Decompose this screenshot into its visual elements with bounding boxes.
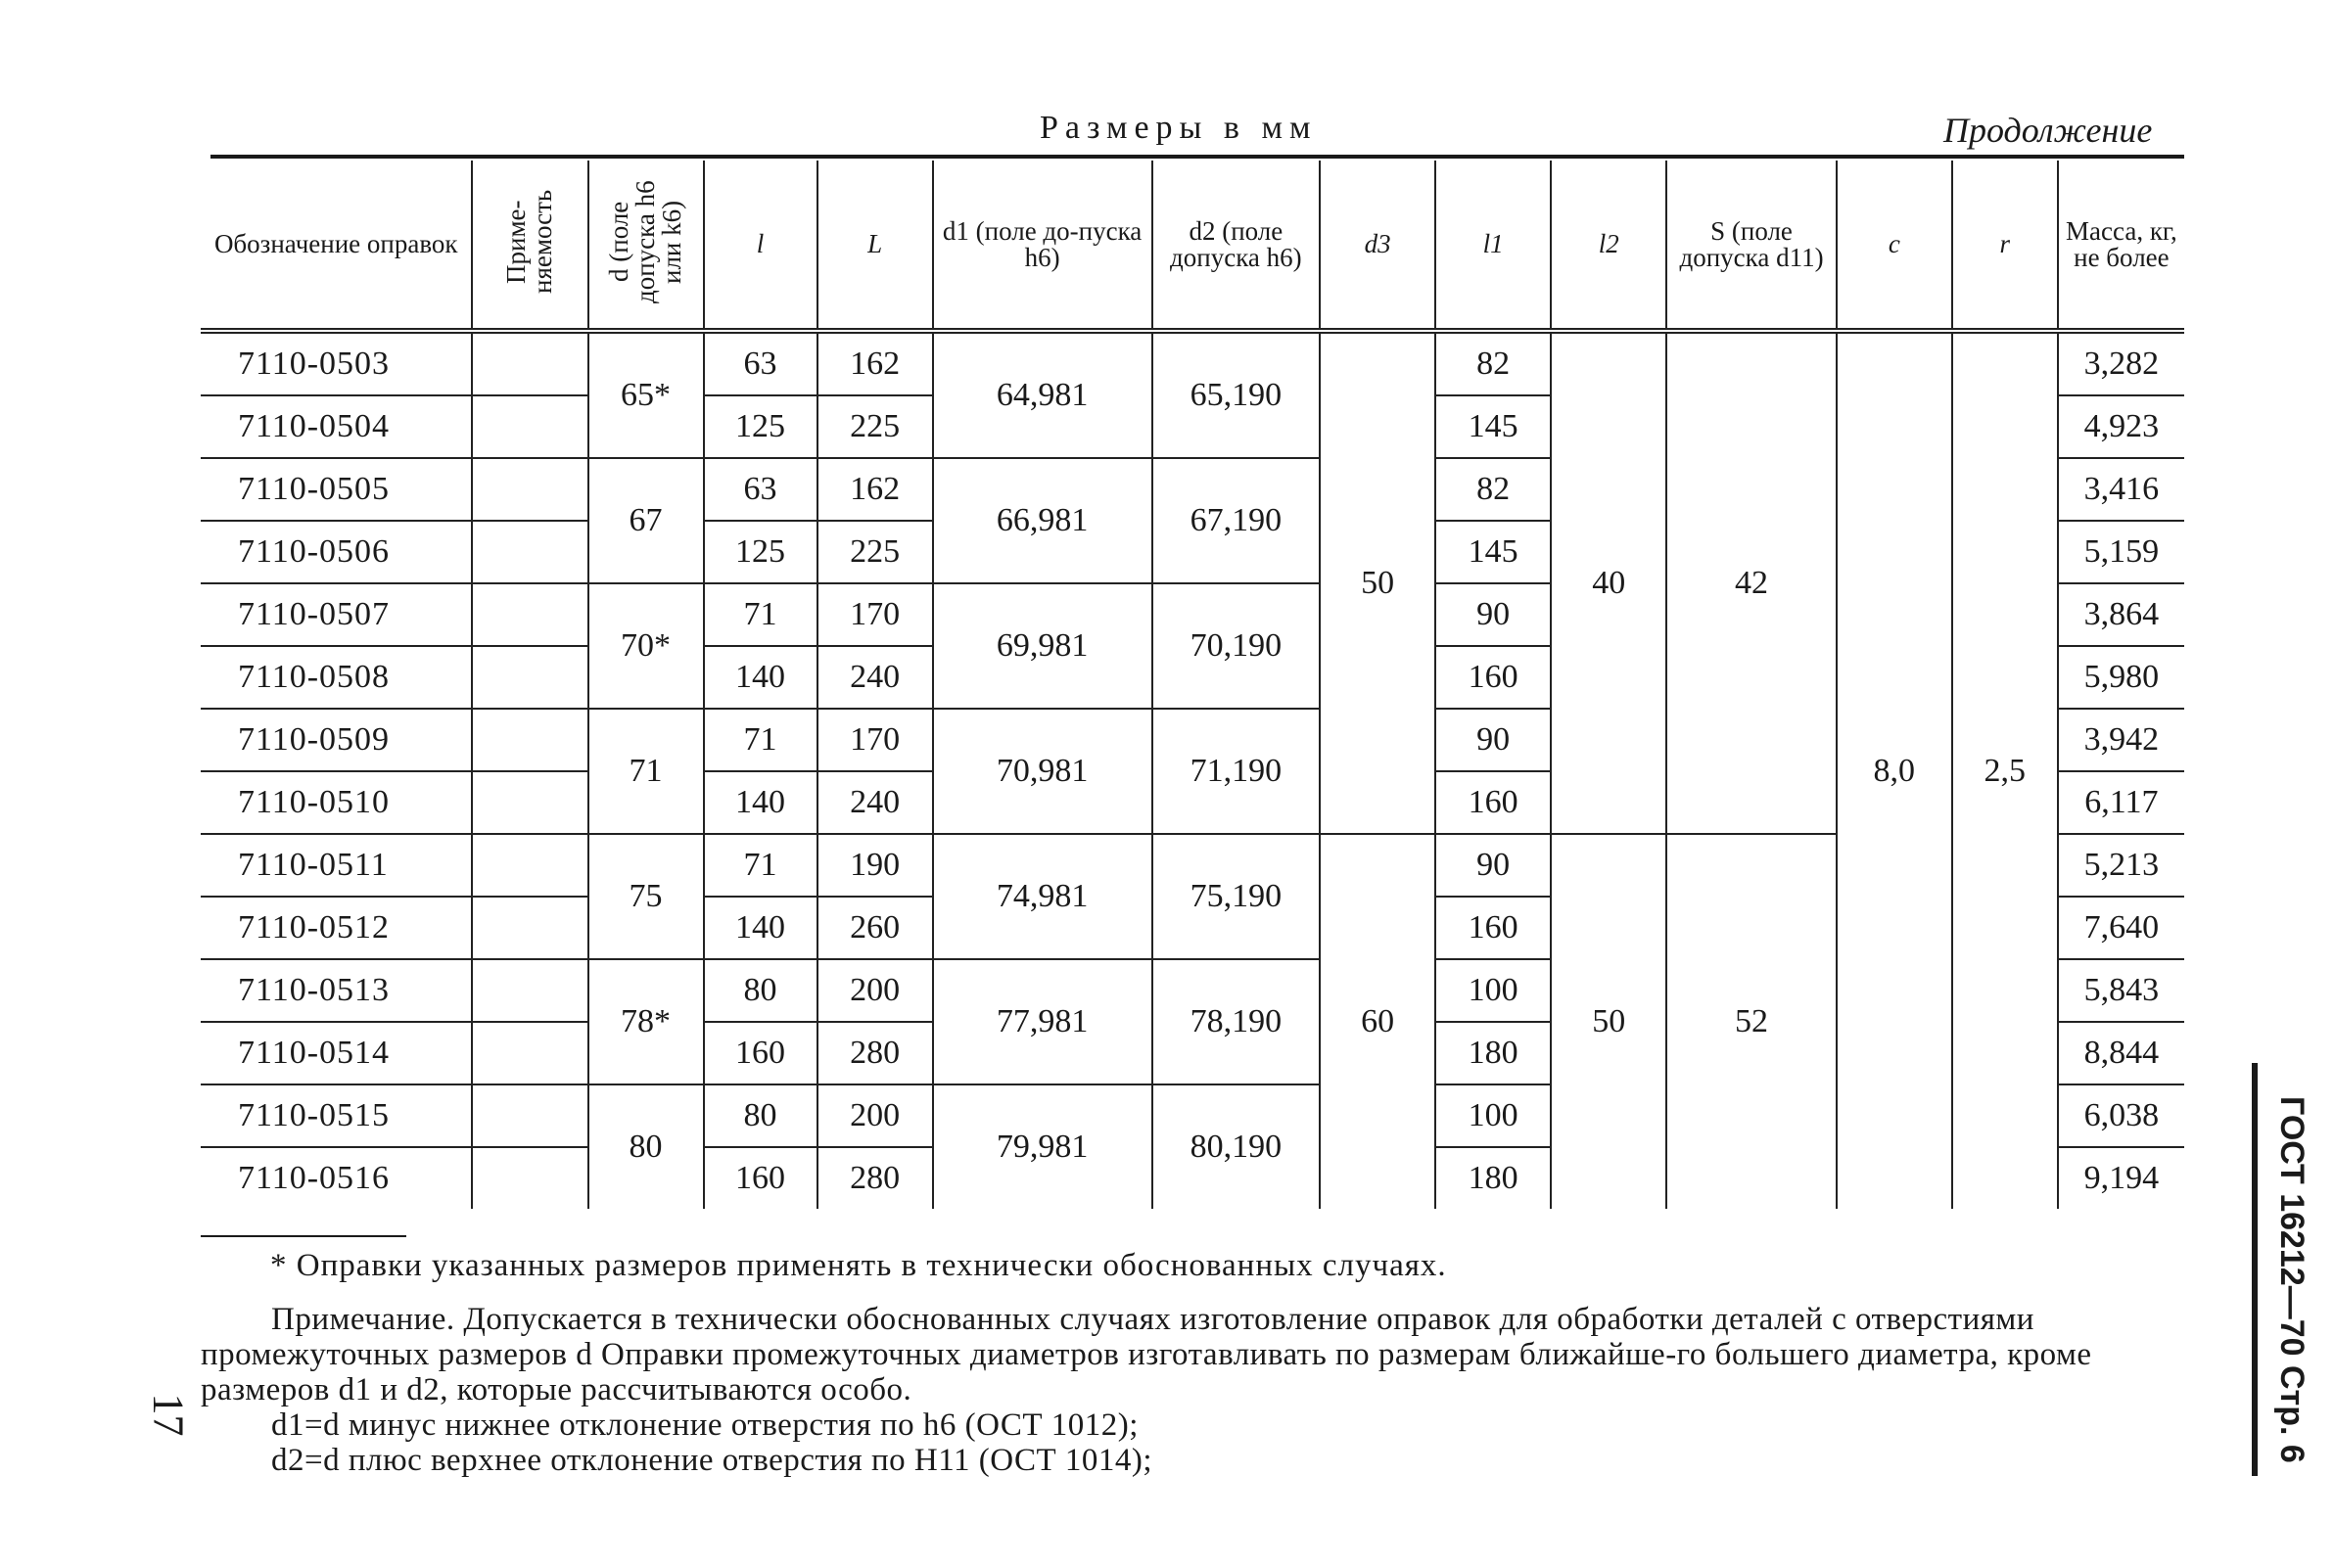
designation-cell: 7110-0508 [201, 646, 472, 709]
designation-cell: 7110-0504 [201, 395, 472, 458]
d1-cell: 77,981 [933, 959, 1152, 1084]
col-S: S (поле допуска d11) [1666, 161, 1837, 331]
l-cell: 71 [704, 709, 817, 771]
c-cell: 8,0 [1837, 331, 1952, 1209]
dimensions-table [201, 161, 2184, 1209]
mass-cell: 9,194 [2058, 1147, 2184, 1209]
l-cell: 71 [704, 834, 817, 897]
S-cell: 42 [1666, 331, 1837, 834]
l2-cell: 50 [1551, 834, 1666, 1209]
designation-cell: 7110-0506 [201, 521, 472, 583]
top-rule [210, 155, 2184, 159]
note-d1-formula: d1=d минус нижнее отклонение отверстия по h6 (ОСТ 1012); [271, 1407, 1139, 1443]
d-cell: 65* [588, 331, 704, 458]
designation-cell: 7110-0516 [238, 1160, 391, 1196]
mass-cell: 3,282 [2058, 331, 2184, 395]
applicability-cell [472, 959, 587, 1022]
applicability-cell [472, 771, 587, 834]
continuation-label: Продолжение [1943, 111, 2153, 150]
mass-cell: 5,980 [2058, 646, 2184, 709]
mass-cell: 5,159 [2058, 521, 2184, 583]
d1-cell: 79,981 [933, 1084, 1152, 1209]
l1-cell: 145 [1435, 521, 1551, 583]
L-cell: 170 [817, 583, 933, 646]
l-cell: 71 [704, 583, 817, 646]
applicability-cell [472, 458, 587, 521]
l-cell: 140 [704, 771, 817, 834]
designation-cell: 7110-0512 [201, 897, 472, 959]
l1-cell: 82 [1435, 331, 1551, 395]
note-block [201, 1302, 2169, 1478]
l1-cell: 145 [1435, 395, 1551, 458]
L-cell: 225 [817, 521, 933, 583]
col-applicability: Приме-няемость [472, 161, 587, 331]
l-cell: 160 [704, 1022, 817, 1084]
L-cell: 200 [817, 959, 933, 1022]
mass-cell: 6,117 [2058, 771, 2184, 834]
note-d2-formula: d2=d плюс верхнее отклонение отверстия по H11 (ОСТ 1014); [271, 1443, 1153, 1478]
l1-cell: 180 [1435, 1022, 1551, 1084]
l-cell: 80 [704, 1084, 817, 1147]
page-number: 17 [144, 1393, 193, 1437]
l-cell: 125 [704, 521, 817, 583]
col-L: L [817, 161, 933, 331]
table-header-row [201, 161, 2184, 331]
l1-cell: 100 [1435, 1084, 1551, 1147]
d1-cell: 66,981 [933, 458, 1152, 583]
col-l2: l2 [1551, 161, 1666, 331]
col-d: d (поле допуска h6 или k6) [588, 161, 704, 331]
d2-cell: 71,190 [1152, 709, 1321, 834]
applicability-cell [472, 897, 587, 959]
col-mass: Масса, кг, не более [2058, 161, 2184, 331]
applicability-cell [472, 709, 587, 771]
designation-cell: 7110-0514 [201, 1022, 472, 1084]
L-cell: 240 [817, 771, 933, 834]
L-cell: 240 [817, 646, 933, 709]
r-cell: 2,5 [1952, 331, 2058, 1209]
d2-cell: 70,190 [1152, 583, 1321, 709]
l1-cell: 90 [1435, 583, 1551, 646]
l1-cell: 180 [1435, 1147, 1551, 1209]
applicability-cell [472, 331, 587, 395]
L-cell: 200 [817, 1084, 933, 1147]
d2-cell: 78,190 [1152, 959, 1321, 1084]
d1-cell: 74,981 [933, 834, 1152, 959]
L-cell: 260 [817, 897, 933, 959]
mass-cell: 5,843 [2058, 959, 2184, 1022]
applicability-cell [472, 395, 587, 458]
mass-cell: 5,213 [2058, 834, 2184, 897]
L-cell: 170 [817, 709, 933, 771]
d2-cell: 65,190 [1152, 331, 1321, 458]
note-paragraph: Примечание. Допускается в технически обоснованных случаях изготовление оправок для обработки деталей с отверстиями промежуточных размеров d Оправки промежуточных диаметров изготавливать по размерам ближайше-го большего диаметра, кроме размеров d1 и d2, которые рассчитываются особо. [201, 1302, 2092, 1407]
l-cell: 140 [704, 646, 817, 709]
footnote: * Оправки указанных размеров применять в технически обоснованных случаях. [270, 1248, 1447, 1283]
l-cell: 125 [704, 395, 817, 458]
designation-cell: 7110-0505 [201, 458, 472, 521]
d3-cell: 60 [1320, 834, 1435, 1209]
l1-cell: 160 [1435, 646, 1551, 709]
designation-cell: 7110-0509 [201, 709, 472, 771]
mass-cell: 6,038 [2058, 1084, 2184, 1147]
mass-cell: 3,416 [2058, 458, 2184, 521]
d2-cell: 67,190 [1152, 458, 1321, 583]
designation-cell: 7110-0513 [201, 959, 472, 1022]
col-d3: d3 [1320, 161, 1435, 331]
col-d1: d1 (поле до-пуска h6) [933, 161, 1152, 331]
d2-cell: 80,190 [1152, 1084, 1321, 1209]
mass-cell: 3,864 [2058, 583, 2184, 646]
l1-cell: 160 [1435, 897, 1551, 959]
applicability-cell [472, 834, 587, 897]
l1-cell: 82 [1435, 458, 1551, 521]
l-cell: 63 [704, 458, 817, 521]
gost-side-label: ГОСТ 16212—70 Стр. 6 [2273, 1096, 2311, 1463]
d1-cell: 64,981 [933, 331, 1152, 458]
l-cell: 160 [704, 1147, 817, 1209]
col-d2: d2 (поле допуска h6) [1152, 161, 1321, 331]
designation-cell: 7110-0515 [201, 1084, 472, 1147]
l-cell: 80 [704, 959, 817, 1022]
applicability-cell [472, 1022, 587, 1084]
applicability-cell [472, 583, 587, 646]
col-designation: Обозначение оправок [201, 161, 472, 331]
footnote-rule [201, 1235, 406, 1237]
d2-cell: 75,190 [1152, 834, 1321, 959]
mass-cell: 3,942 [2058, 709, 2184, 771]
mass-cell: 4,923 [2058, 395, 2184, 458]
applicability-cell [472, 521, 587, 583]
col-l: l [704, 161, 817, 331]
d-cell: 67 [588, 458, 704, 583]
mass-cell: 7,640 [2058, 897, 2184, 959]
designation-cell: 7110-0503 [201, 331, 472, 395]
mass-cell: 8,844 [2058, 1022, 2184, 1084]
L-cell: 162 [817, 331, 933, 395]
S-cell: 52 [1666, 834, 1837, 1209]
d1-cell: 70,981 [933, 709, 1152, 834]
table-body [201, 331, 2184, 1209]
d-cell: 78* [588, 959, 704, 1084]
l1-cell: 90 [1435, 834, 1551, 897]
d-cell: 80 [588, 1084, 704, 1209]
col-l1: l1 [1435, 161, 1551, 331]
d3-cell: 50 [1320, 331, 1435, 834]
applicability-cell [472, 1147, 587, 1209]
l1-cell: 100 [1435, 959, 1551, 1022]
d-cell: 71 [588, 709, 704, 834]
d1-cell: 69,981 [933, 583, 1152, 709]
designation-cell: 7110-0510 [201, 771, 472, 834]
d-cell: 75 [588, 834, 704, 959]
L-cell: 280 [817, 1022, 933, 1084]
L-cell: 190 [817, 834, 933, 897]
l-cell: 140 [704, 897, 817, 959]
l1-cell: 90 [1435, 709, 1551, 771]
table-row [201, 331, 2184, 395]
l-cell: 63 [704, 331, 817, 395]
l1-cell: 160 [1435, 771, 1551, 834]
designation-cell: 7110-0507 [201, 583, 472, 646]
col-c: c [1837, 161, 1952, 331]
applicability-cell [472, 646, 587, 709]
d-cell: 70* [588, 583, 704, 709]
table-caption: Размеры в мм [1040, 110, 1318, 146]
designation-cell: 7110-0511 [201, 834, 472, 897]
L-cell: 225 [817, 395, 933, 458]
L-cell: 280 [817, 1147, 933, 1209]
col-r: r [1952, 161, 2058, 331]
l2-cell: 40 [1551, 331, 1666, 834]
applicability-cell [472, 1084, 587, 1147]
L-cell: 162 [817, 458, 933, 521]
